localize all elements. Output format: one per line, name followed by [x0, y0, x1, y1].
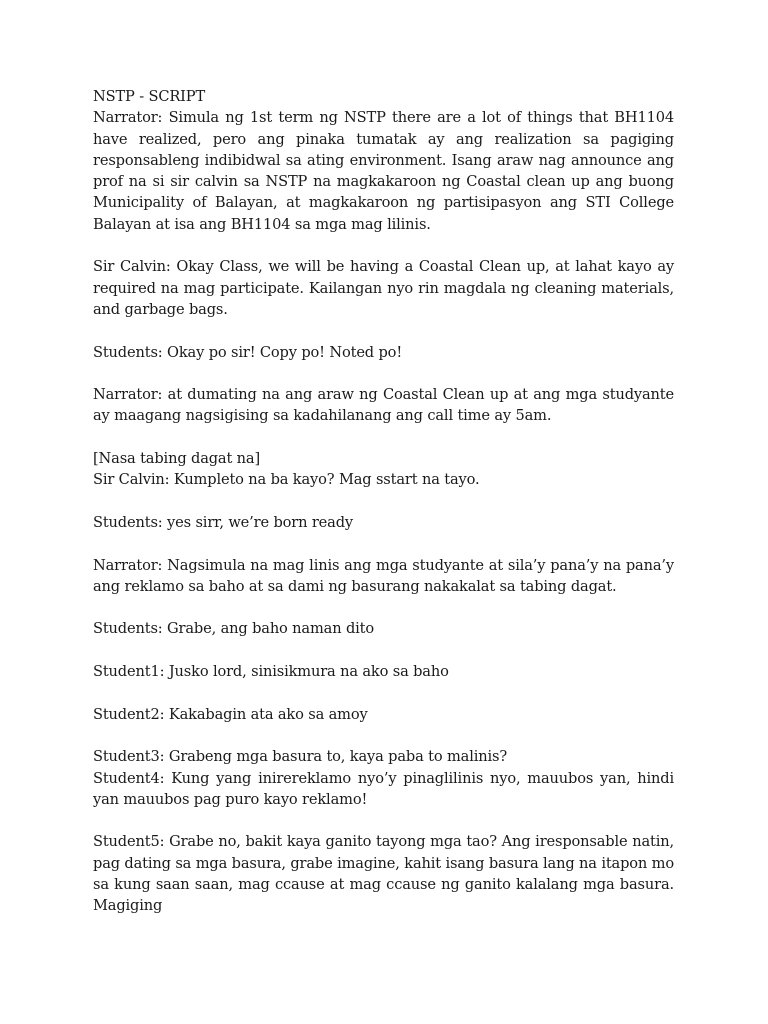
paragraph-narrator-intro: [93, 107, 674, 235]
paragraph-text: Student3: Grabeng mga basura to, kaya paba to malinis?: [93, 748, 508, 766]
paragraph-text: Student2: Kakabagin ata ako sa amoy: [93, 705, 368, 723]
paragraph-text: Student5: Grabe no, bakit kaya ganito tayong mga tao? Ang iresponsable natin, pag dating sa mga basura, grabe imagine, kahit isang basura lang na itapon mo sa kung saan saan, mag ccause at mag ccause ng ganito kalalang mga basura. Magiging: [93, 833, 674, 915]
paragraph-students-reply: [93, 342, 674, 363]
paragraph-text: Student4: Kung yang inirereklamo nyo’y pinaglilinis nyo, mauubos yan, hindi yan mauubos pag puro kayo reklamo!: [93, 769, 674, 808]
paragraph-text: Students: Grabe, ang baho naman dito: [93, 620, 375, 638]
paragraph-text: Narrator: Nagsimula na mag linis ang mga studyante at sila’y pana’y na pana’y ang reklamo sa baho at sa dami ng basurang nakakalat sa tabing dagat.: [93, 556, 674, 595]
paragraph-text: Student1: Jusko lord, sinisikmura na ako sa baho: [93, 663, 449, 681]
paragraph-text: Students: yes sirr, we’re born ready: [93, 513, 354, 531]
paragraph-text: Narrator: at dumating na ang araw ng Coastal Clean up at ang mga studyante ay maagang nagsigising sa kadahilanang ang call time ay 5am.: [93, 386, 674, 425]
paragraph-scene-beach: [93, 448, 674, 491]
paragraph-text: Sir Calvin: Okay Class, we will be having a Coastal Clean up, at lahat kayo ay required na mag participate. Kailangan nyo rin magdala ng cleaning materials, and garbage bags.: [93, 258, 674, 318]
paragraph-student1: [93, 661, 674, 682]
paragraph-text: Narrator: Simula ng 1st term ng NSTP there are a lot of things that BH1104 have realized, pero ang pinaka tumatak ay ang realization sa pagiging responsableng indibidwal sa ating environment. Isang araw nag announce ang prof na si sir calvin sa NSTP na magkakaroon ng Coastal clean up ang buong Municipality of Balayan, at magkakaroon ng partisipasyon ang STI College Balayan at isa ang BH1104 sa mga mag lilinis.: [93, 109, 674, 233]
paragraph-student2: [93, 704, 674, 725]
paragraph-student3-student4: [93, 746, 674, 810]
document-title: NSTP - SCRIPT: [93, 88, 206, 105]
document-body: [93, 86, 674, 938]
paragraph-narrator-day: [93, 384, 674, 427]
paragraph-text: Students: Okay po sir! Copy po! Noted po!: [93, 343, 403, 361]
paragraph-narrator-cleaning: [93, 555, 674, 598]
stage-direction: [Nasa tabing dagat na]: [93, 450, 261, 468]
paragraph-students-ready: [93, 512, 674, 533]
paragraph-students-complaint: [93, 618, 674, 639]
paragraph-text: Sir Calvin: Kumpleto na ba kayo? Mag sstart na tayo.: [93, 471, 480, 489]
paragraph-student5: [93, 831, 674, 916]
paragraph-sir-calvin-announcement: [93, 256, 674, 320]
